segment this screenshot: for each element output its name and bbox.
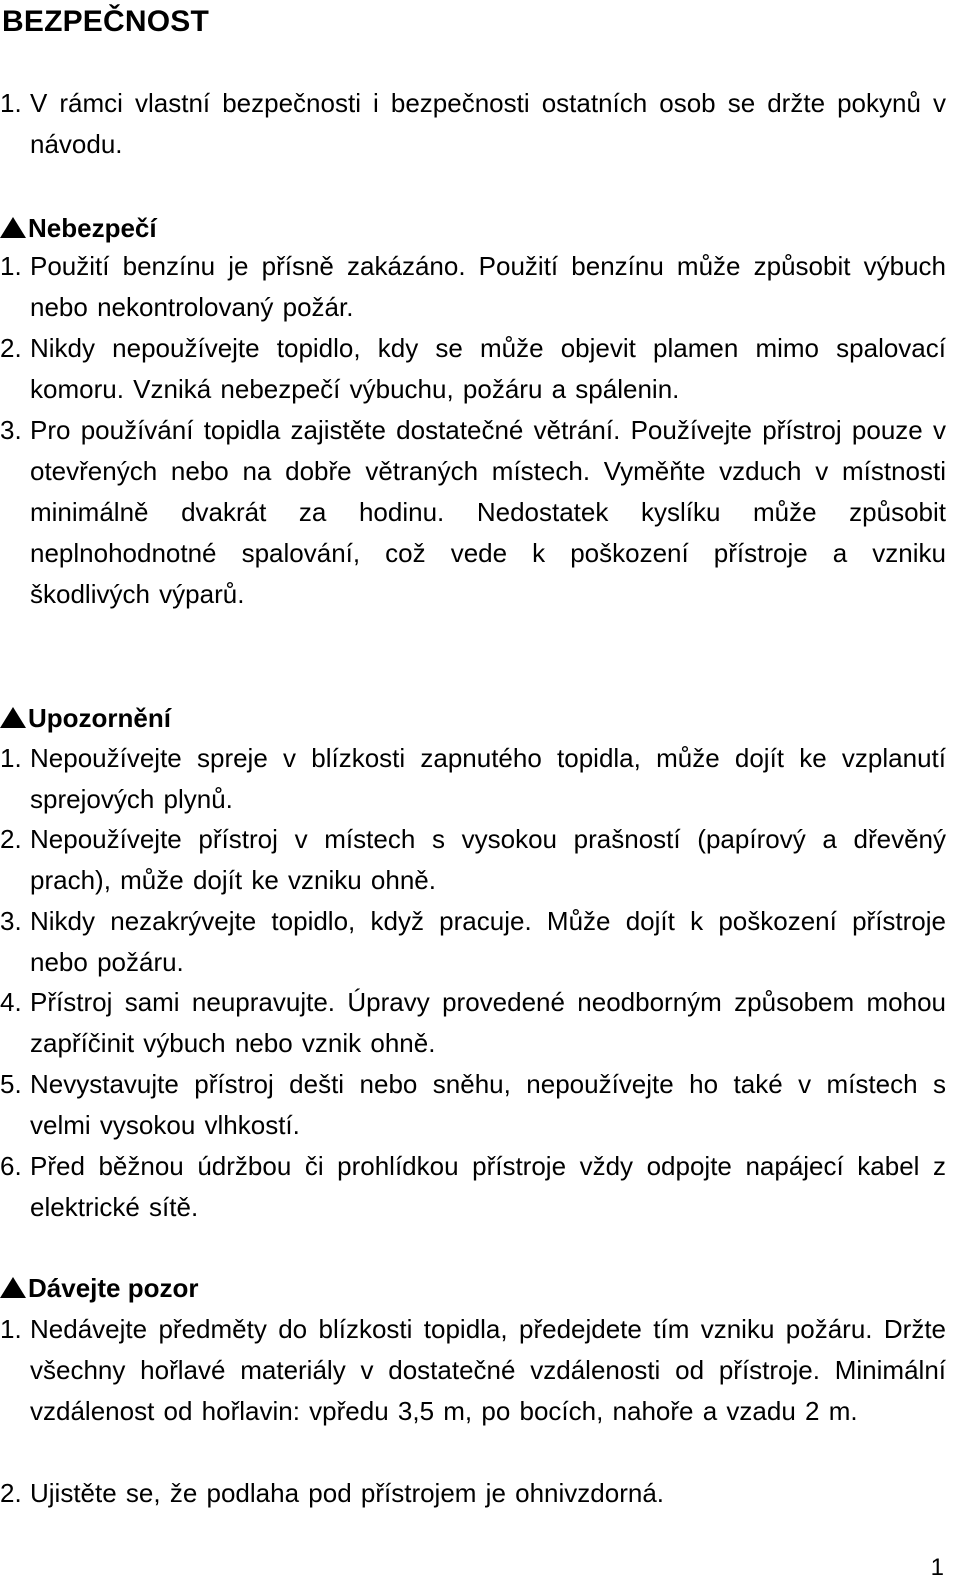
item-number: 2. xyxy=(0,1478,22,1508)
item-number: 1. xyxy=(0,743,22,773)
item-text: Nikdy nezakrývejte topidlo, když pracuje. Může dojít k poškození přístroje nebo požáru. xyxy=(30,906,946,977)
caution-heading xyxy=(0,1270,199,1306)
caution-item-1 xyxy=(0,1309,946,1432)
danger-item-1 xyxy=(0,246,946,328)
item-number: 1. xyxy=(0,1314,22,1344)
item-text: Nikdy nepoužívejte topidlo, kdy se může objevit plamen mimo spalovací komoru. Vzniká nebezpečí výbuchu, požáru a spálenin. xyxy=(30,333,946,404)
item-number: 1. xyxy=(0,251,22,281)
item-number: 3. xyxy=(0,906,22,936)
item-text: Nepoužívejte spreje v blízkosti zapnutého topidla, může dojít ke vzplanutí sprejových plynů. xyxy=(30,743,946,814)
danger-heading-label: Nebezpečí xyxy=(28,213,157,243)
item-text: Nepoužívejte přístroj v místech s vysokou prašností (papírový a dřevěný prach), může dojít ke vzniku ohně. xyxy=(30,824,946,895)
warning-triangle-icon xyxy=(0,1277,26,1298)
item-text: Přístroj sami neupravujte. Úpravy provedené neodborným způsobem mohou zapříčinit výbuch nebo vznik ohně. xyxy=(30,987,946,1058)
item-text: Nedávejte předměty do blízkosti topidla, předejdete tím vzniku požáru. Držte všechny hořlavé materiály v dostatečné vzdálenosti od přístroje. Minimální vzdálenost od hořlavin: vpředu 3,5 m, po bocích, nahoře a vzadu 2 m. xyxy=(30,1314,946,1426)
item-text: Použití benzínu je přísně zakázáno. Použití benzínu může způsobit výbuch nebo nekontrolovaný požár. xyxy=(30,251,946,322)
warning-item-2 xyxy=(0,819,946,901)
item-number: 2. xyxy=(0,333,22,363)
warning-item-3 xyxy=(0,901,946,983)
item-text: Pro používání topidla zajistěte dostatečné větrání. Používejte přístroj pouze v otevřených nebo na dobře větraných místech. Vyměňte vzduch v místnosti minimálně dvakrát za hodinu. Nedostatek kyslíku může způsobit neplnohodnotné spalování, což vede k poškození přístroje a vzniku škodlivých výparů. xyxy=(30,415,946,609)
warning-item-4 xyxy=(0,982,946,1064)
item-number: 5. xyxy=(0,1069,22,1099)
warning-triangle-icon xyxy=(0,707,26,728)
intro-item-1 xyxy=(0,83,946,165)
warning-item-1 xyxy=(0,738,946,820)
page-number: 1 xyxy=(930,1554,944,1581)
warning-triangle-icon xyxy=(0,217,26,238)
item-text: Ujistěte se, že podlaha pod přístrojem je ohnivzdorná. xyxy=(30,1478,665,1508)
caution-item-2 xyxy=(0,1473,946,1514)
danger-item-3 xyxy=(0,410,946,615)
warning-heading xyxy=(0,700,171,736)
item-text: Nevystavujte přístroj dešti nebo sněhu, nepoužívejte ho také v místech s velmi vysokou vlhkostí. xyxy=(30,1069,946,1140)
warning-heading-label: Upozornění xyxy=(28,703,171,733)
danger-item-2 xyxy=(0,328,946,410)
caution-heading-label: Dávejte pozor xyxy=(28,1273,199,1303)
item-number: 2. xyxy=(0,824,22,854)
item-text: V rámci vlastní bezpečnosti i bezpečnosti ostatních osob se držte pokynů v návodu. xyxy=(30,88,946,159)
warning-item-5 xyxy=(0,1064,946,1146)
item-number: 3. xyxy=(0,415,22,445)
document-title: BEZPEČNOST xyxy=(2,5,210,38)
danger-heading xyxy=(0,210,157,246)
item-number: 1. xyxy=(0,88,22,118)
item-number: 6. xyxy=(0,1151,22,1181)
item-text: Před běžnou údržbou či prohlídkou přístroje vždy odpojte napájecí kabel z elektrické sítě. xyxy=(30,1151,946,1222)
item-number: 4. xyxy=(0,987,22,1017)
warning-item-6 xyxy=(0,1146,946,1228)
